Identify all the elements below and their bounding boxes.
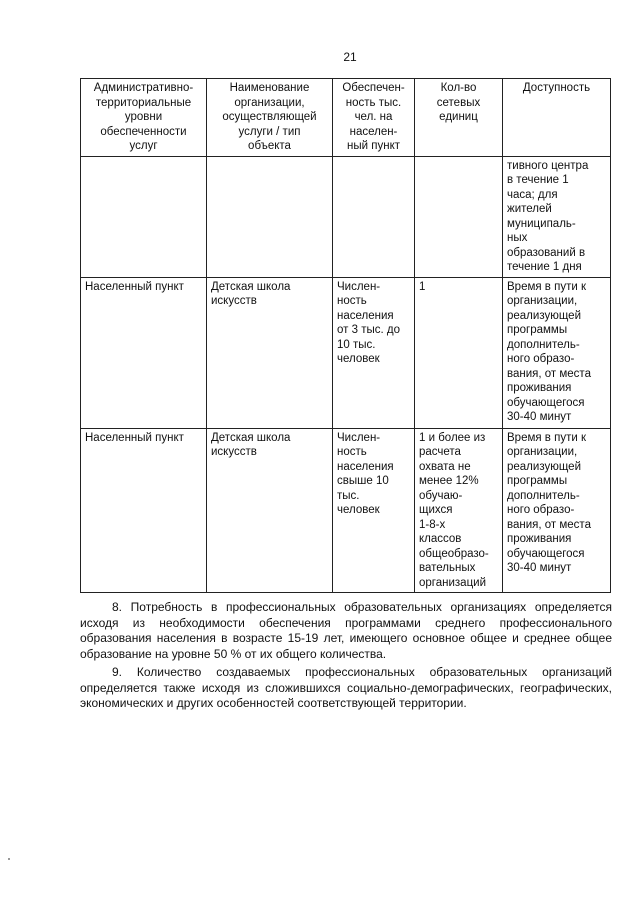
body-text (80, 600, 612, 715)
table-cell: тивного центра в течение 1 часа; для жителей муниципаль- ных образований в течение 1 дня (503, 156, 611, 277)
table-cell: Время в пути к организации, реализующей программы дополнитель- ного образо- вания, от места проживания обучающегося 30-40 минут (503, 277, 611, 428)
table-cell: Числен- ность населения от 3 тыс. до 10 тыс. человек (333, 277, 415, 428)
table-row (81, 428, 611, 593)
table-cell: Числен- ность населения свыше 10 тыс. человек (333, 428, 415, 593)
table-header-row (81, 79, 611, 157)
table-cell: Детская школа искусств (207, 277, 333, 428)
table-cell: Населенный пункт (81, 277, 207, 428)
table-cell (333, 156, 415, 277)
table-cell: Населенный пункт (81, 428, 207, 593)
paragraph-8: 8. Потребность в профессиональных образовательных организациях определяется исходя из необходимости обеспечения программами среднего профессионального образования населения в возрасте 15-19 лет, имеющего основное общее и среднее общее образование на уровне 50 % от их общего количества. (80, 600, 612, 661)
table-cell: 1 и более из расчета охвата не менее 12% обучаю- щихся 1-8-х классов общеобразо- вательных организаций (415, 428, 503, 593)
header-admin-levels: Административно- территориальные уровни обеспеченности услуг (81, 79, 207, 157)
table-row (81, 277, 611, 428)
table-row (81, 156, 611, 277)
header-organization-name: Наименование организации, осуществляющей услуги / тип объекта (207, 79, 333, 157)
header-accessibility: Доступность (503, 79, 611, 157)
table-cell: 1 (415, 277, 503, 428)
table-cell (415, 156, 503, 277)
paragraph-9: 9. Количество создаваемых профессиональных образовательных организаций определяется также исходя из сложившихся социально-демографических, географических, экономических и других особенностей соответствующей территории. (80, 665, 612, 710)
table-cell: Детская школа искусств (207, 428, 333, 593)
table-cell: Время в пути к организации, реализующей программы дополнитель- ного образо- вания, от места проживания обучающегося 30-40 минут (503, 428, 611, 593)
page-number: 21 (343, 50, 357, 64)
header-provision: Обеспечен- ность тыс. чел. на населен- ный пункт (333, 79, 415, 157)
header-network-units: Кол-во сетевых единиц (415, 79, 503, 157)
services-table (80, 78, 611, 593)
table-cell (81, 156, 207, 277)
table-cell (207, 156, 333, 277)
scan-dot (8, 858, 10, 860)
